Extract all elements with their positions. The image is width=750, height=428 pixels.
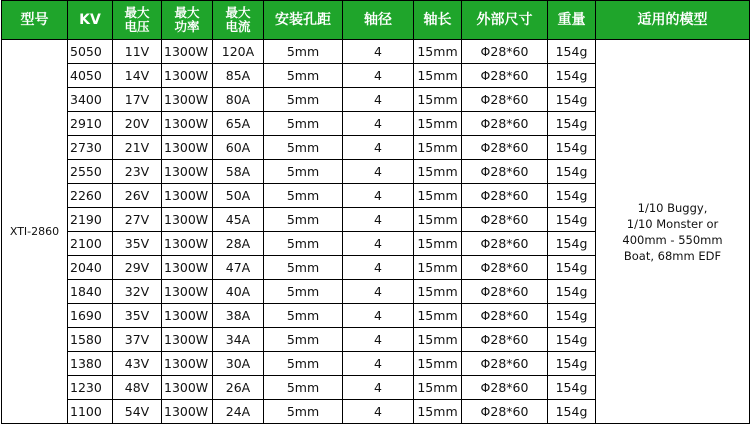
header-text: 电压: [124, 19, 150, 34]
weight-cell: 154g: [548, 208, 596, 232]
current-cell: 47A: [213, 256, 264, 280]
shaft-length-cell: 15mm: [414, 184, 462, 208]
dimensions-cell: Φ28*60: [462, 232, 548, 256]
weight-cell: 154g: [548, 352, 596, 376]
applicable-model-line: 1/10 Monster or: [626, 216, 719, 231]
mount-hole-cell: 5mm: [264, 208, 343, 232]
applicable-model-line: 400mm - 550mm: [622, 232, 723, 247]
weight-cell: 154g: [548, 376, 596, 400]
voltage-cell: 11V: [113, 40, 162, 64]
mount-hole-cell: 5mm: [264, 136, 343, 160]
weight-cell: 154g: [548, 40, 596, 64]
applicable-models-cell: [596, 40, 750, 424]
header-mount-hole: [264, 1, 343, 40]
dimensions-cell: Φ28*60: [462, 376, 548, 400]
shaft-diameter-cell: 4: [343, 400, 414, 424]
mount-hole-cell: 5mm: [264, 400, 343, 424]
shaft-diameter-cell: 4: [343, 184, 414, 208]
shaft-diameter-cell: 4: [343, 112, 414, 136]
mount-hole-cell: 5mm: [264, 160, 343, 184]
applicable-model-line: 1/10 Buggy,: [637, 200, 708, 215]
model-cell: XTI-2860: [2, 40, 68, 424]
mount-hole-cell: 5mm: [264, 376, 343, 400]
current-cell: 40A: [213, 280, 264, 304]
header-dimensions: [462, 1, 548, 40]
power-cell: 1300W: [162, 88, 213, 112]
weight-cell: 154g: [548, 232, 596, 256]
voltage-cell: 37V: [113, 328, 162, 352]
dimensions-cell: Φ28*60: [462, 40, 548, 64]
shaft-length-cell: 15mm: [414, 256, 462, 280]
header-max-power: [162, 1, 213, 40]
current-cell: 28A: [213, 232, 264, 256]
dimensions-cell: Φ28*60: [462, 280, 548, 304]
power-cell: 1300W: [162, 136, 213, 160]
voltage-cell: 48V: [113, 376, 162, 400]
mount-hole-cell: 5mm: [264, 328, 343, 352]
power-cell: 1300W: [162, 40, 213, 64]
shaft-length-cell: 15mm: [414, 88, 462, 112]
header-text: 轴长: [423, 11, 452, 28]
dimensions-cell: Φ28*60: [462, 256, 548, 280]
voltage-cell: 35V: [113, 304, 162, 328]
header-text: 最大: [124, 5, 150, 20]
table-body: [2, 40, 750, 424]
shaft-diameter-cell: 4: [343, 304, 414, 328]
header-text: 电流: [225, 19, 251, 34]
power-cell: 1300W: [162, 280, 213, 304]
power-cell: 1300W: [162, 328, 213, 352]
kv-cell: 2040: [68, 256, 113, 280]
shaft-diameter-cell: 4: [343, 208, 414, 232]
header-text: 最大: [225, 5, 251, 20]
shaft-length-cell: 15mm: [414, 232, 462, 256]
shaft-diameter-cell: 4: [343, 232, 414, 256]
current-cell: 30A: [213, 352, 264, 376]
dimensions-cell: Φ28*60: [462, 304, 548, 328]
applicable-model-line: Boat, 68mm EDF: [623, 248, 722, 263]
shaft-length-cell: 15mm: [414, 400, 462, 424]
kv-cell: 1230: [68, 376, 113, 400]
current-cell: 26A: [213, 376, 264, 400]
shaft-length-cell: 15mm: [414, 304, 462, 328]
header-kv: [68, 1, 113, 40]
kv-cell: 1840: [68, 280, 113, 304]
kv-cell: 2260: [68, 184, 113, 208]
dimensions-cell: Φ28*60: [462, 136, 548, 160]
current-cell: 34A: [213, 328, 264, 352]
weight-cell: 154g: [548, 88, 596, 112]
header-text: 适用的模型: [637, 11, 708, 28]
power-cell: 1300W: [162, 184, 213, 208]
mount-hole-cell: 5mm: [264, 304, 343, 328]
power-cell: 1300W: [162, 232, 213, 256]
power-cell: 1300W: [162, 352, 213, 376]
header-text: 安装孔距: [275, 11, 331, 28]
current-cell: 50A: [213, 184, 264, 208]
mount-hole-cell: 5mm: [264, 256, 343, 280]
shaft-diameter-cell: 4: [343, 136, 414, 160]
current-cell: 58A: [213, 160, 264, 184]
weight-cell: 154g: [548, 136, 596, 160]
voltage-cell: 43V: [113, 352, 162, 376]
weight-cell: 154g: [548, 256, 596, 280]
header-text: 轴径: [364, 11, 392, 28]
voltage-cell: 29V: [113, 256, 162, 280]
header-text: 外部尺寸: [476, 11, 533, 28]
kv-cell: 2550: [68, 160, 113, 184]
shaft-length-cell: 15mm: [414, 352, 462, 376]
voltage-cell: 54V: [113, 400, 162, 424]
shaft-length-cell: 15mm: [414, 64, 462, 88]
dimensions-cell: Φ28*60: [462, 160, 548, 184]
shaft-length-cell: 15mm: [414, 112, 462, 136]
power-cell: 1300W: [162, 304, 213, 328]
header-text: 功率: [174, 19, 200, 34]
header-model: [2, 1, 68, 40]
voltage-cell: 17V: [113, 88, 162, 112]
voltage-cell: 35V: [113, 232, 162, 256]
dimensions-cell: Φ28*60: [462, 88, 548, 112]
shaft-length-cell: 15mm: [414, 208, 462, 232]
power-cell: 1300W: [162, 112, 213, 136]
power-cell: 1300W: [162, 400, 213, 424]
kv-cell: 2910: [68, 112, 113, 136]
power-cell: 1300W: [162, 160, 213, 184]
dimensions-cell: Φ28*60: [462, 112, 548, 136]
current-cell: 45A: [213, 208, 264, 232]
current-cell: 65A: [213, 112, 264, 136]
shaft-length-cell: 15mm: [414, 160, 462, 184]
dimensions-cell: Φ28*60: [462, 208, 548, 232]
weight-cell: 154g: [548, 304, 596, 328]
voltage-cell: 23V: [113, 160, 162, 184]
shaft-diameter-cell: 4: [343, 256, 414, 280]
shaft-diameter-cell: 4: [343, 328, 414, 352]
voltage-cell: 26V: [113, 184, 162, 208]
weight-cell: 154g: [548, 184, 596, 208]
shaft-diameter-cell: 4: [343, 352, 414, 376]
shaft-diameter-cell: 4: [343, 64, 414, 88]
shaft-length-cell: 15mm: [414, 40, 462, 64]
table-header: [2, 1, 750, 40]
weight-cell: 154g: [548, 328, 596, 352]
header-weight: [548, 1, 596, 40]
header-row: [2, 1, 750, 40]
shaft-length-cell: 15mm: [414, 136, 462, 160]
mount-hole-cell: 5mm: [264, 280, 343, 304]
header-text: 最大: [174, 5, 200, 20]
mount-hole-cell: 5mm: [264, 184, 343, 208]
dimensions-cell: Φ28*60: [462, 64, 548, 88]
mount-hole-cell: 5mm: [264, 64, 343, 88]
power-cell: 1300W: [162, 208, 213, 232]
shaft-length-cell: 15mm: [414, 280, 462, 304]
current-cell: 24A: [213, 400, 264, 424]
current-cell: 38A: [213, 304, 264, 328]
shaft-length-cell: 15mm: [414, 328, 462, 352]
power-cell: 1300W: [162, 256, 213, 280]
header-text: 型号: [20, 11, 49, 28]
current-cell: 120A: [213, 40, 264, 64]
power-cell: 1300W: [162, 376, 213, 400]
dimensions-cell: Φ28*60: [462, 184, 548, 208]
mount-hole-cell: 5mm: [264, 352, 343, 376]
voltage-cell: 27V: [113, 208, 162, 232]
current-cell: 60A: [213, 136, 264, 160]
header-max-voltage: [113, 1, 162, 40]
weight-cell: 154g: [548, 400, 596, 424]
kv-cell: 1100: [68, 400, 113, 424]
shaft-diameter-cell: 4: [343, 376, 414, 400]
weight-cell: 154g: [548, 160, 596, 184]
shaft-diameter-cell: 4: [343, 160, 414, 184]
weight-cell: 154g: [548, 112, 596, 136]
header-applicable-models: [596, 1, 750, 40]
dimensions-cell: Φ28*60: [462, 400, 548, 424]
dimensions-cell: Φ28*60: [462, 352, 548, 376]
kv-cell: 2730: [68, 136, 113, 160]
kv-cell: 5050: [68, 40, 113, 64]
voltage-cell: 14V: [113, 64, 162, 88]
header-shaft-diameter: [343, 1, 414, 40]
kv-cell: 4050: [68, 64, 113, 88]
kv-cell: 1380: [68, 352, 113, 376]
current-cell: 80A: [213, 88, 264, 112]
shaft-diameter-cell: 4: [343, 88, 414, 112]
dimensions-cell: Φ28*60: [462, 328, 548, 352]
shaft-diameter-cell: 4: [343, 40, 414, 64]
shaft-diameter-cell: 4: [343, 280, 414, 304]
table-row: [2, 40, 750, 64]
kv-cell: 2190: [68, 208, 113, 232]
mount-hole-cell: 5mm: [264, 112, 343, 136]
shaft-length-cell: 15mm: [414, 376, 462, 400]
kv-cell: 1690: [68, 304, 113, 328]
weight-cell: 154g: [548, 280, 596, 304]
header-text: KV: [79, 11, 101, 28]
weight-cell: 154g: [548, 64, 596, 88]
kv-cell: 2100: [68, 232, 113, 256]
motor-spec-table: [1, 0, 750, 424]
mount-hole-cell: 5mm: [264, 88, 343, 112]
voltage-cell: 21V: [113, 136, 162, 160]
mount-hole-cell: 5mm: [264, 40, 343, 64]
voltage-cell: 32V: [113, 280, 162, 304]
header-text: 重量: [557, 11, 586, 28]
current-cell: 85A: [213, 64, 264, 88]
voltage-cell: 20V: [113, 112, 162, 136]
kv-cell: 3400: [68, 88, 113, 112]
kv-cell: 1580: [68, 328, 113, 352]
header-max-current: [213, 1, 264, 40]
mount-hole-cell: 5mm: [264, 232, 343, 256]
power-cell: 1300W: [162, 64, 213, 88]
header-shaft-length: [414, 1, 462, 40]
